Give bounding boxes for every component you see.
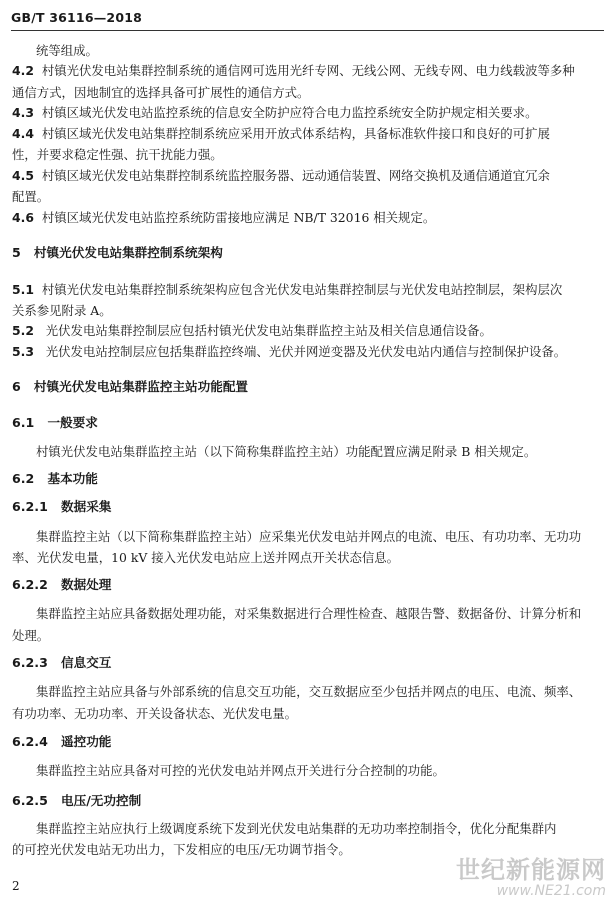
text-line: 性，并要求稳定性强、抗干扰能力强。: [12, 147, 223, 162]
section-5-heading: 5 村镇光伏发电站集群控制系统架构: [12, 245, 223, 260]
text-line: 有功功率、无功功率、开关设备状态、光伏发电量。: [12, 706, 297, 721]
standard-code: GB/T 36116—2018: [11, 10, 143, 25]
clause-4-4: 4.4 村镇区域光伏发电站集群控制系统应采用开放式体系结构，具备标准软件接口和良好的可扩展: [12, 126, 550, 141]
watermark-text: 世纪新能源网: [456, 856, 606, 884]
text-line: 关系参见附录 A。: [12, 303, 112, 318]
text-line: 的可控光伏发电站无功出力，下发相应的电压/无功调节指令。: [12, 842, 351, 857]
clause-6-1-heading: 6.1 一般要求: [12, 415, 98, 430]
clause-4-6: 4.6 村镇区域光伏发电站监控系统防雷接地应满足 NB/T 32016 相关规定。: [12, 210, 436, 225]
clause-4-5: 4.5 村镇区域光伏发电站集群控制系统监控服务器、远动通信装置、网络交换机及通信通道宜冗余: [12, 168, 550, 183]
watermark-url: www.NE21.com: [496, 883, 606, 899]
text-line: 集群监控主站应执行上级调度系统下发到光伏发电站集群的无功功率控制指令，优化分配集群内: [36, 821, 557, 836]
text-line: 处理。: [12, 628, 50, 643]
text-line: 率、光伏发电量，10 kV 接入光伏发电站应上送并网点开关状态信息。: [12, 550, 400, 565]
clause-6-2-1-heading: 6.2.1 数据采集: [12, 499, 112, 514]
text-line: 集群监控主站应具备对可控的光伏发电站并网点开关进行分合控制的功能。: [36, 763, 445, 778]
watermark-logo: [456, 857, 606, 899]
clause-6-2-heading: 6.2 基本功能: [12, 471, 98, 486]
text-line: 村镇光伏发电站集群监控主站（以下简称集群监控主站）功能配置应满足附录 B 相关规定。: [36, 444, 537, 459]
section-6-heading: 6 村镇光伏发电站集群监控主站功能配置: [12, 379, 249, 394]
clause-4-3: 4.3 村镇区域光伏发电站监控系统的信息安全防护应符合电力监控系统安全防护规定相关要求。: [12, 105, 538, 120]
text-line: 集群监控主站应具备数据处理功能，对采集数据进行合理性检查、越限告警、数据备份、计算分析和: [36, 606, 582, 621]
page-number: 2: [12, 879, 20, 893]
clause-6-2-4-heading: 6.2.4 遥控功能: [12, 734, 112, 749]
clause-5-3: 5.3 光伏发电站控制层应包括集群监控终端、光伏并网逆变器及光伏发电站内通信与控制保护设备。: [12, 344, 567, 359]
text-line: 统等组成。: [36, 43, 98, 58]
clause-5-2: 5.2 光伏发电站集群控制层应包括村镇光伏发电站集群监控主站及相关信息通信设备。: [12, 323, 492, 338]
text-line: 集群监控主站（以下简称集群监控主站）应采集光伏发电站并网点的电流、电压、有功功率、无功功: [36, 529, 582, 544]
text-line: 配置。: [12, 189, 50, 204]
text-line: 通信方式，因地制宜的选择具备可扩展性的通信方式。: [12, 85, 310, 100]
clause-6-2-2-heading: 6.2.2 数据处理: [12, 577, 112, 592]
clause-6-2-5-heading: 6.2.5 电压/无功控制: [12, 793, 142, 808]
clause-4-2: 4.2 村镇光伏发电站集群控制系统的通信网可选用光纤专网、无线公网、无线专网、电力线载波等多种: [12, 63, 575, 78]
clause-5-1: 5.1 村镇光伏发电站集群控制系统架构应包含光伏发电站集群控制层与光伏发电站控制层，架构层次: [12, 282, 563, 297]
header-rule: [11, 30, 604, 31]
text-line: 集群监控主站应具备与外部系统的信息交互功能，交互数据应至少包括并网点的电压、电流、频率、: [36, 684, 582, 699]
clause-6-2-3-heading: 6.2.3 信息交互: [12, 655, 112, 670]
